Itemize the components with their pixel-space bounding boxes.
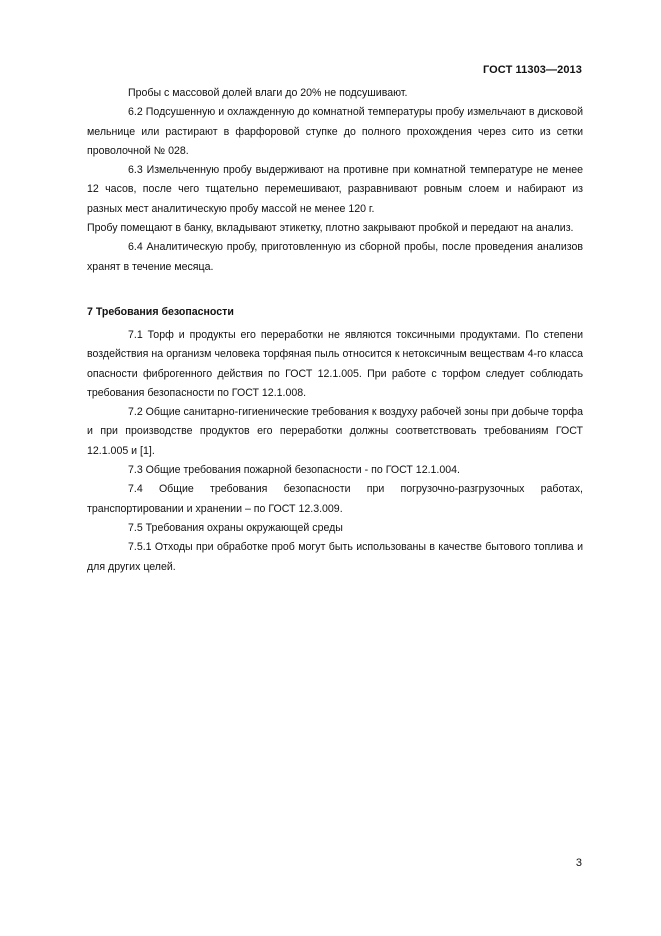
paragraph: 6.3 Измельченную пробу выдерживают на противне при комнатной температуре не менее 12 часов, после чего тщательно перемешивают, разравнивают ровным слоем и набирают из разных мест аналитическую пробу массой не менее 120 г. bbox=[87, 164, 583, 215]
paragraph: 7.2 Общие санитарно-гигиенические требования к воздуху рабочей зоны при добыче торфа и при производстве продуктов его переработки должны соответствовать требованиям ГОСТ 12.1.005 и [1]. bbox=[87, 406, 583, 457]
paragraph: 7.5 Требования охраны окружающей среды bbox=[128, 521, 343, 534]
document-body bbox=[87, 84, 583, 577]
paragraph: 7.4 Общие требования безопасности при погрузочно-разгрузочных работах, транспортировании и хранении – по ГОСТ 12.3.009. bbox=[87, 483, 583, 515]
document-id: ГОСТ 11303—2013 bbox=[482, 64, 582, 76]
paragraph: Пробу помещают в банку, вкладывают этикетку, плотно закрывают пробкой и передают на анализ. bbox=[87, 222, 574, 235]
paragraph: 6.2 Подсушенную и охлажденную до комнатной температуры пробу измельчают в дисковой мельнице или растирают в фарфоровой ступке до полного прохождения через сито из сетки проволочной № 028. bbox=[87, 106, 583, 157]
paragraph: 7.1 Торф и продукты его переработки не являются токсичными продуктами. По степени воздействия на организм человека торфяная пыль относится к нетоксичным веществам 4-го класса опасности фиброгенного действия по ГОСТ 12.1.005. При работе с торфом следует соблюдать требования безопасности по ГОСТ 12.1.008. bbox=[87, 328, 583, 399]
paragraph: 6.4 Аналитическую пробу, приготовленную из сборной пробы, после проведения анализов хранят в течение месяца. bbox=[87, 241, 583, 273]
paragraph: 7.5.1 Отходы при обработке проб могут быть использованы в качестве бытового топлива и для других целей. bbox=[87, 541, 583, 573]
section-title: 7 Требования безопасности bbox=[87, 305, 234, 318]
paragraph: Пробы с массовой долей влаги до 20% не подсушивают. bbox=[128, 87, 408, 99]
paragraph: 7.3 Общие требования пожарной безопасности - по ГОСТ 12.1.004. bbox=[128, 464, 460, 477]
page-number: 3 bbox=[575, 857, 582, 869]
